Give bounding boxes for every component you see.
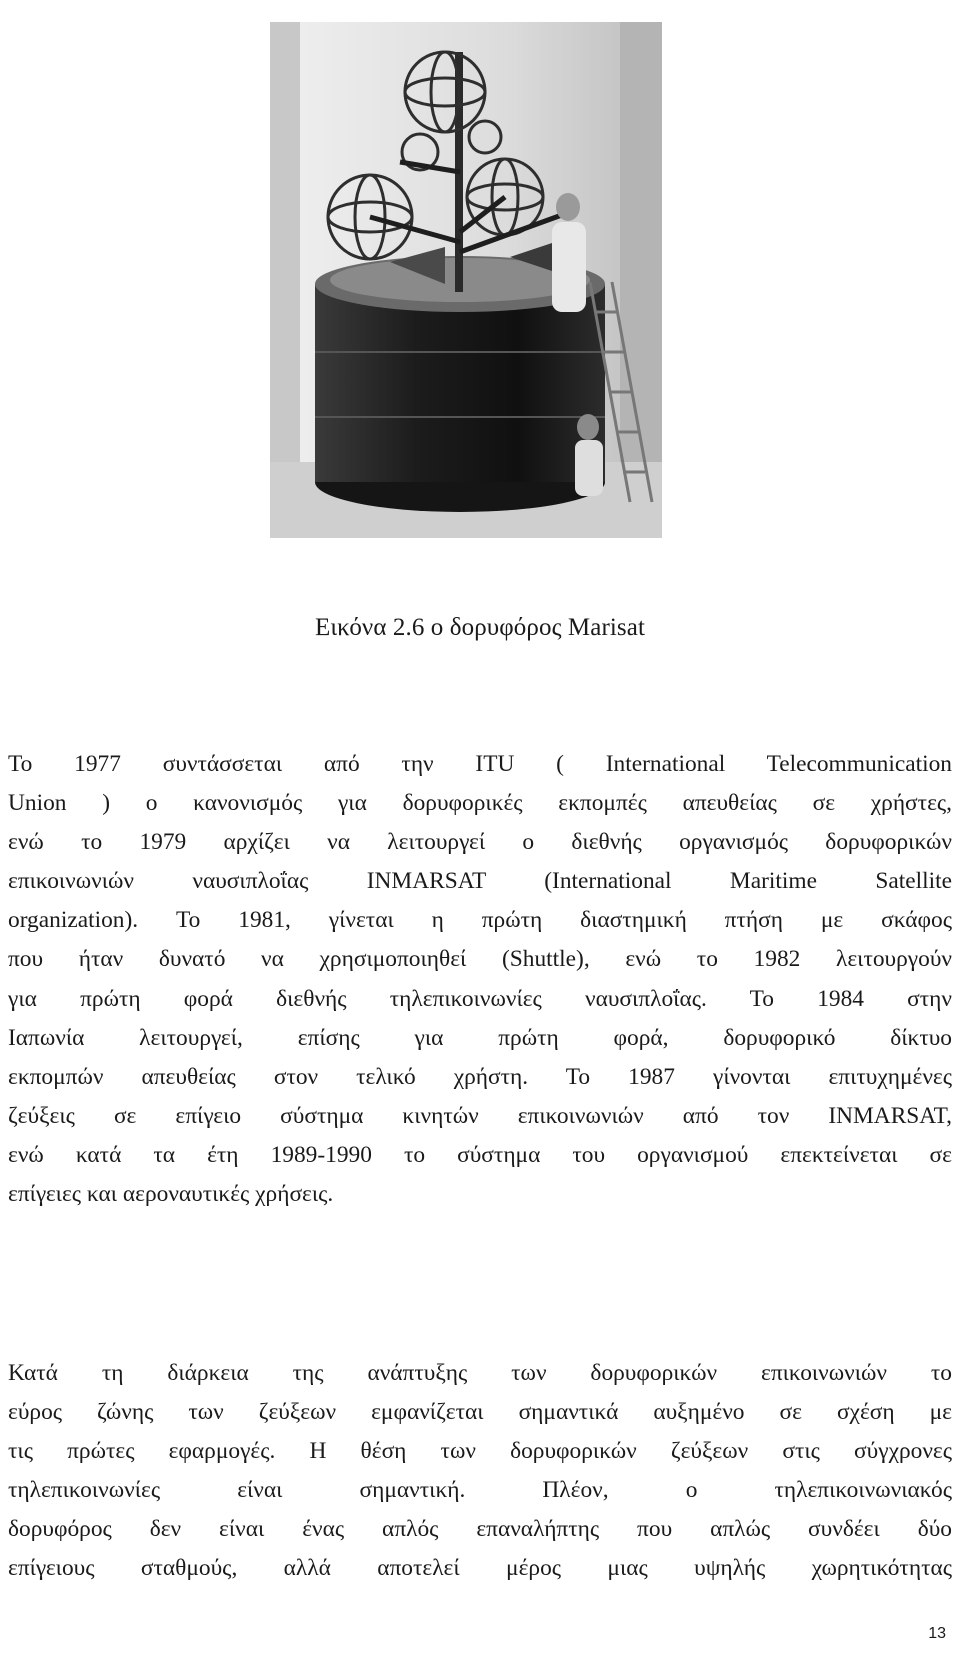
paragraph-line: Ιαπωνία λειτουργεί, επίσης για πρώτη φορά, δορυφορικό δίκτυο	[8, 1024, 952, 1051]
body-paragraph-1	[8, 745, 952, 1214]
paragraph-line: επίγειες και αεροναυτικές χρήσεις.	[8, 1181, 334, 1208]
paragraph-line: Union ) ο κανονισμός για δορυφορικές εκπομπές απευθείας σε χρήστες,	[8, 790, 952, 817]
satellite-photo	[270, 22, 662, 538]
paragraph-line: εκπομπών απευθείας στον τελικό χρήστη. Το 1987 γίνονται επιτυχημένες	[8, 1063, 952, 1090]
paragraph-line: ενώ το 1979 αρχίζει να λειτουργεί ο διεθνής οργανισμός δορυφορικών	[8, 829, 952, 856]
paragraph-line: τηλεπικοινωνίες είναι σημαντική. Πλέον, ο τηλεπικοινωνιακός	[8, 1477, 952, 1504]
page-number: 13	[928, 1625, 946, 1642]
paragraph-line: επικοινωνιών ναυσιπλοΐας INMARSAT (International Maritime Satellite	[8, 868, 952, 895]
satellite-figure	[270, 22, 662, 538]
paragraph-line: για πρώτη φορά διεθνής τηλεπικοινωνίες ναυσιπλοΐας. Το 1984 στην	[8, 985, 952, 1012]
paragraph-line: Κατά τη διάρκεια της ανάπτυξης των δορυφορικών επικοινωνιών το	[8, 1360, 952, 1386]
paragraph-line: που ήταν δυνατό να χρησιμοποιηθεί (Shuttle), ενώ το 1982 λειτουργούν	[8, 946, 952, 973]
paragraph-line: επίγειους σταθμούς, αλλά αποτελεί μέρος μιας υψηλής χωρητικότητας	[8, 1555, 952, 1582]
paragraph-line: ενώ κατά τα έτη 1989-1990 το σύστημα του οργανισμού επεκτείνεται σε	[8, 1141, 952, 1168]
paragraph-line: δορυφόρος δεν είναι ένας απλός επαναλήπτης που απλώς συνδέει δύο	[8, 1516, 952, 1543]
body-paragraph-2	[8, 1354, 952, 1589]
paragraph-line: εύρος ζώνης των ζεύξεων εμφανίζεται σημαντικά αυξημένο σε σχέση με	[8, 1399, 952, 1426]
paragraph-line: organization). Το 1981, γίνεται η πρώτη διαστημική πτήση με σκάφος	[8, 907, 952, 934]
paragraph-line: τις πρώτες εφαρμογές. Η θέση των δορυφορικών ζεύξεων στις σύγχρονες	[8, 1438, 952, 1465]
figure-caption: Εικόνα 2.6 ο δορυφόρος Marisat	[314, 614, 645, 641]
paragraph-line: ζεύξεις σε επίγειο σύστημα κινητών επικοινωνιών από τον INMARSAT,	[8, 1102, 952, 1129]
paragraph-line: Το 1977 συντάσσεται από την ITU ( International Telecommunication	[8, 751, 952, 777]
